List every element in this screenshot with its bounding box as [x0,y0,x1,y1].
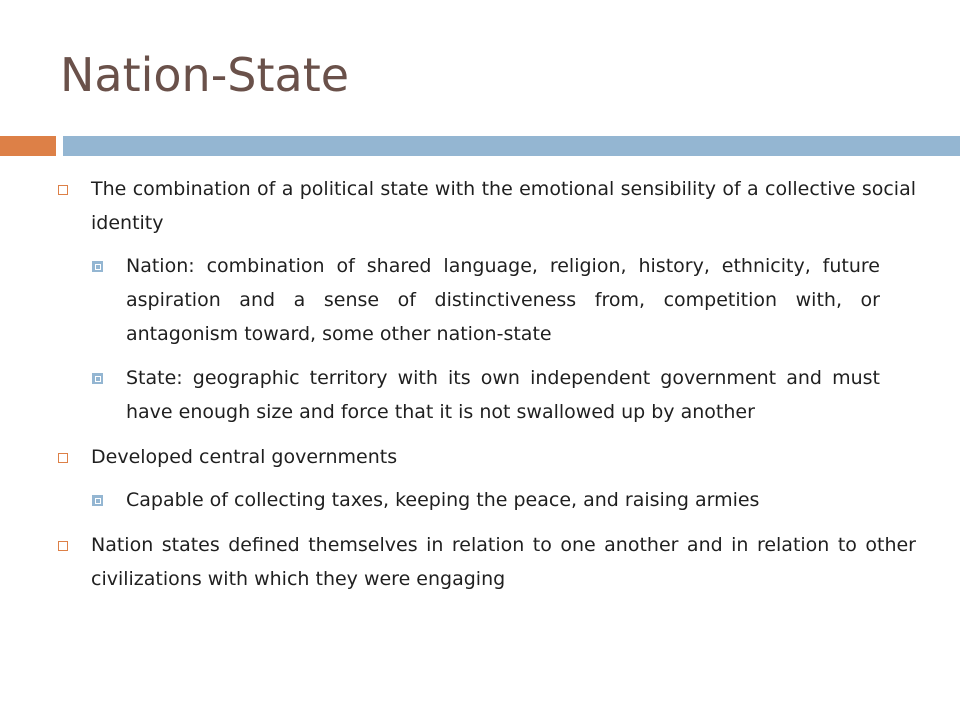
sub-bullet-text: State: geographic territory with its own independent government and must have enough size and force that it is not swallowed up by another [126,367,880,423]
sub-bullet-item [56,483,916,517]
accent-bar [0,136,56,156]
sub-bullet-text: Capable of collecting taxes, keeping the peace, and raising armies [126,489,760,511]
sub-bullet-group [56,483,916,517]
filled-square-bullet-icon [92,495,103,506]
bullet-item [56,528,916,596]
sub-bullet-item [56,249,916,351]
bullet-text: Developed central governments [91,446,398,468]
bullet-item [56,440,916,474]
sub-bullet-item [56,361,916,429]
filled-square-bullet-icon [92,261,103,272]
square-bullet-icon [58,185,68,195]
slide-title: Nation-State [60,48,350,102]
sub-bullet-group [56,249,916,429]
title-underline-bar [63,136,960,156]
square-bullet-icon [58,541,68,551]
bullet-text: The combination of a political state with the emotional sensibility of a collective social identity [91,178,916,234]
bullet-text: Nation states defined themselves in relation to one another and in relation to other civilizations with which they were engaging [91,534,916,590]
bullet-item [56,172,916,240]
square-bullet-icon [58,453,68,463]
sub-bullet-text: Nation: combination of shared language, religion, history, ethnicity, future aspiration and a sense of distinctiveness from, competition with, or antagonism toward, some other nation-state [126,255,880,345]
slide-content [56,172,916,596]
filled-square-bullet-icon [92,373,103,384]
